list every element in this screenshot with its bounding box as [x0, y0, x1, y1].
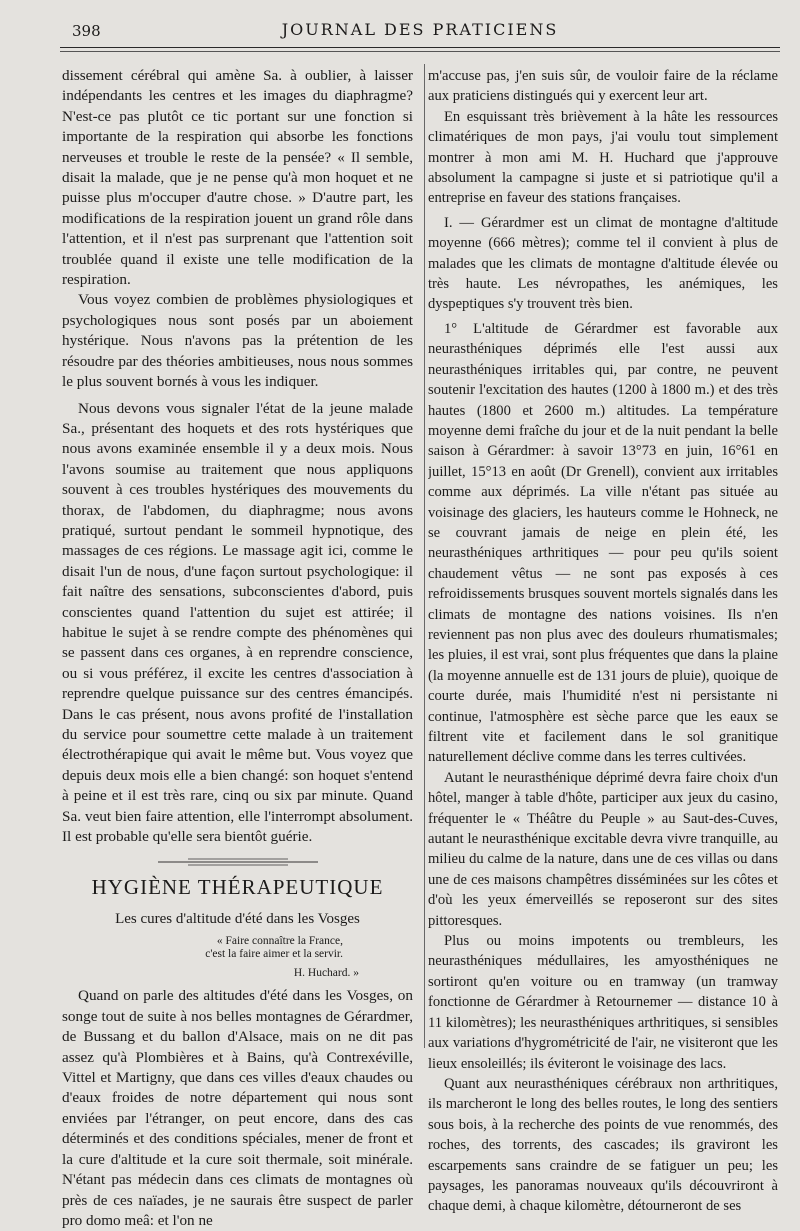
paragraph: Quant aux neurasthéniques cérébraux non arthritiques, ils marcheront le long des belles routes, le long des sentiers sous bois, à la recherche des points de vue renommés, des roches, des torrents, des cascades; ils graviront les escarpements sans craindre de se fatiguer un peu; les paysages, les panoramas nouveaux qu'ils découvriront à chaque demi, à chaque kilomètre, détourneront de ses — [428, 1075, 778, 1215]
epigraph-line: c'est la faire aimer et la servir. — [205, 948, 343, 961]
right-column — [428, 66, 778, 1217]
epigraph-author: H. Huchard. » — [293, 967, 359, 980]
paragraph: m'accuse pas, j'en suis sûr, de vouloir faire de la réclame aux praticiens distingués qui y exercent leur art. — [428, 68, 778, 105]
page-header — [62, 20, 778, 44]
epigraph-line: « Faire connaître la France, — [216, 935, 343, 948]
paragraph: Nous devons vous signaler l'état de la jeune malade Sa., présentant des hoquets et des rots hystériques que nous avons examinée ensemble il y a deux mois. Nous l'avons soumise au traitement que nous appliquons souvent à ces troubles hystériques des mouvements du thorax, de l'abdomen, du diaphragme; nous avons pratiqué, surtout pendant le sommeil hypnotique, des massages de ces régions. Le massage agit ici, comme le disait l'un de nous, d'une façon surtout psychologique: il fait naître des sensations, subconscientes d'abord, puis conscientes quand l'attention du sujet est attirée; il habitue le sujet à se rendre compte des phénomènes qui se passent dans ces organes, à en reprendre conscience, ou si vous préférez, il excite les centres d'association à reprendre quelque puissance sur des centres émancipés. Dans le cas présent, nous avons profité de l'installation du service pour soumettre cette malade à un traitement électrothérapique qui avait le même but. Vous voyez que depuis deux mois elle a bien changé: son hoquet s'entend à peine et il est très rare, cinq ou six par minute. Quand Sa. veut bien faire attention, elle l'interrompt absolument. Il est probable qu'elle sera bientôt guérie. — [62, 399, 413, 846]
paragraph: Plus ou moins impotents ou trembleurs, les neurasthéniques médullaires, les amyosthéniques ne sortiront qu'en voiture ou en tramway (un tramway fonctionne de Gérardmer à Retournemer — distance 10 à 11 kilomètres); les neurasthéniques arthritiques, si sensibles aux variations d'hygrométricité de l'air, ne visiteront que les lieux ensoleillés; ils éviteront le voisinage des lacs. — [428, 933, 778, 1072]
article-title: Les cures d'altitude d'été dans les Vosges — [115, 911, 360, 928]
ornament-divider — [158, 857, 318, 867]
paragraph: Quand on parle des altitudes d'été dans les Vosges, on songe tout de suite à nos belles montagnes de Gérardmer, de Bussang et du ballon d'Alsace, mais on ne dit pas assez qu'à Plombières et à Bains, qu'à Contrexéville, Vittel et Martigny, que dans ces villes d'eaux chaudes ou d'eaux froides de notre département qui nous sont enviées par l'étranger, on peut encore, dans des cas déterminés et des conditions spéciales, mener de front et la cure d'altitude et la cure soit thermale, soit minérale. N'étant pas médecin dans ces climats de montagnes où près de ces naïades, je ne saurais être suspect de parler pro domo meâ: et l'on ne — [62, 987, 413, 1229]
page-number: 398 — [72, 22, 101, 40]
paragraph: I. — Gérardmer est un climat de montagne d'altitude moyenne (666 mètres); comme tel il convient à plus de malades que les climats de montagne d'altitude élevée ou très haute. Les névropathes, les anémiques, les dyspeptiques s'y trouvent très bien. — [428, 214, 778, 313]
section-title: HYGIÈNE THÉRAPEUTIQUE — [91, 875, 384, 900]
paragraph: En esquissant très brièvement à la hâte les ressources climatériques de mon pays, j'ai voulu tout simplement montrer à mon ami M. H. Huchard que j'approuve absolument la campagne si juste et si patriotique qu'il a entreprise en faveur des stations françaises. — [428, 108, 778, 207]
paragraph: dissement cérébral qui amène Sa. à oublier, à laisser indépendants les centres et les images du diaphragme? N'est-ce pas plutôt ce tic portant sur une fonction si importante de la respiration qui absorbe les fonctions nerveuses et trouble le reste de la pensée? « Il semble, disait la malade, que je ne pense qu'à mon hoquet et ne puisse plus m'occuper d'autre chose. » D'autre part, les modifications de la respiration jouent un grand rôle dans l'attention, et il n'est pas surprenant que l'attention soit troublée quand il existe une telle modification de la respiration. — [62, 67, 413, 289]
journal-title: JOURNAL DES PRATICIENS — [281, 20, 559, 39]
left-column — [62, 66, 413, 1231]
paragraph: Autant le neurasthénique déprimé devra faire choix d'un hôtel, manger à table d'hôte, participer aux jeux du casino, fréquenter le « Théâtre du Peuple » au Saut-des-Cuves, autant le neurasthénique excitable devra vivre tranquille, au milieu du calme de la nature, dans une de ces villas ou dans une de ces maisons champêtres disséminées sur les côtes et d'où les yeux émerveillés se reposeront sur des sites pittoresques. — [428, 769, 778, 929]
header-rule-secondary — [60, 51, 780, 52]
column-divider — [424, 64, 425, 1048]
header-rule — [60, 47, 780, 48]
paragraph: 1° L'altitude de Gérardmer est favorable aux neurasthéniques déprimés elle l'est aussi aux neurasthéniques irritables qui, par contre, ne peuvent soutenir l'excitation des hautes (1200 à 1800 m.) et des très hautes (1800 et 2600 m.) altitudes. La température moyenne demi fraîche du jour et de la nuit pendant la belle saison à Gérardmer: à savoir 13°73 en juin, 16°61 en juillet, 15°13 en août (Dr Grenell), convient aux irritables comme aux déprimés. La ville n'étant pas située au voisinage des glaciers, les hauteurs comme le Hohneck, ne se couvrant jamais de neige en plein été, les neurasthéniques arthritiques — pour peu qu'ils soient chaudement vêtus — ne sont pas exposés à ces refroidissements brusques souvent mortels signalés dans les climats de montagne des nations voisines. Ils n'en reviennent pas non plus avec des douleurs rhumatismales; les pluies, il est vrai, sont plus fréquentes que dans la plaine (la moyenne annuelle est de 131 jours de pluie), quoique de courte durée, mais l'humidité n'est ni persistante ni continue, l'atmosphère est sèche parce que les eaux se filtrent vite et facilement dans le sol granitique naturellement déclive comme dans les terres cultivées. — [428, 320, 778, 766]
paragraph: Vous voyez combien de problèmes physiologiques et psychologiques nous sont posés par un aboiement hystérique. Nous n'avons pas la prétention de les résoudre par des théories ambitieuses, nous nous sommes le plus souvent bornés à vous les indiquer. — [62, 291, 413, 391]
